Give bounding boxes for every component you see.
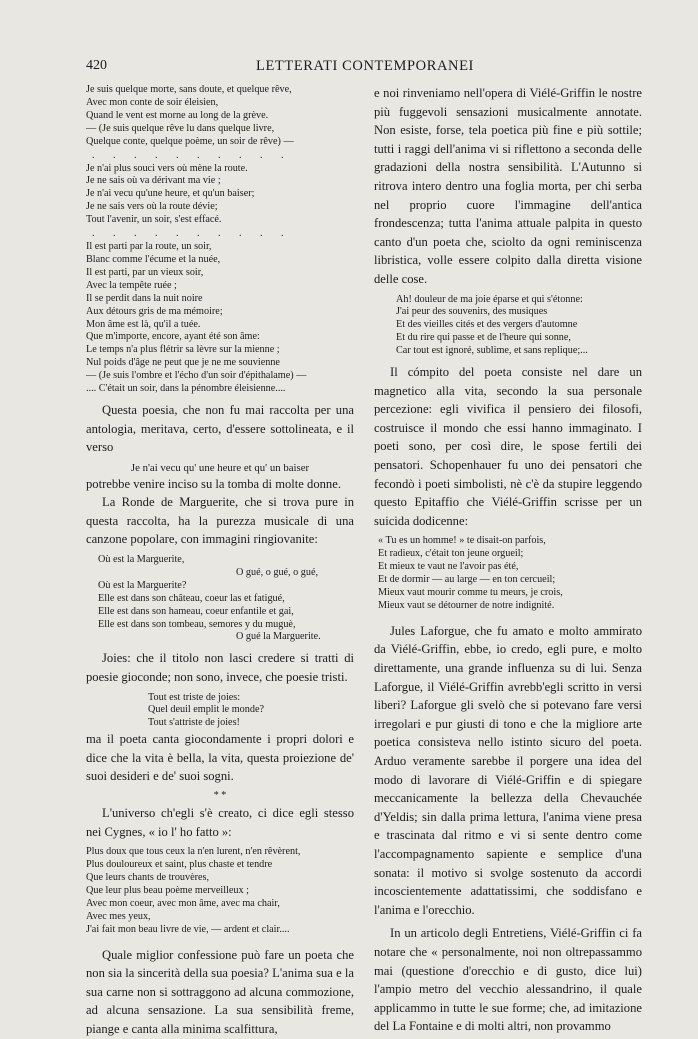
verse-line: Je n'ai vecu qu'une heure, et qu'un baiser; (86, 188, 255, 200)
ronde-poem (98, 554, 354, 644)
verse-line: Aux détours gris de ma mémoire; (86, 305, 223, 317)
verse-line: Plus douloureux et saint, plus chaste et tendre (86, 859, 273, 871)
ellipsis-dots: . . . . . . . . . . (92, 149, 292, 161)
verse-line: Tout est triste de joies: (148, 691, 241, 703)
running-title: LETTERATI CONTEMPORANEI (256, 58, 474, 74)
verse-line: Que m'importe, encore, ayant été son âme: (86, 331, 260, 343)
page-header (86, 58, 646, 78)
verse-line: Je suis quelque morte, sans doute, et quelque rêve, (86, 84, 292, 95)
verse-line: Ah! douleur de ma joie éparse et qui s'étonne: (396, 293, 583, 305)
verse-line: — (Je suis l'ombre et l'écho d'un soir d'épithalame) — (86, 370, 307, 382)
verse-line: Et du rire qui passe et de l'heure qui sonne, (396, 332, 571, 344)
section-separator: * * (213, 790, 227, 802)
paragraph: Joies: che il titolo non lasci credere si tratti di poesie gioconde; non sono, invece, che poesie tristi. (86, 651, 354, 684)
verse-line: Je ne sais vers où la route dévie; (86, 201, 218, 213)
verse-line: Mieux vaut mourir comme tu meurs, je crois, (378, 587, 563, 599)
verse-line: Quel deuil emplit le monde? (148, 704, 264, 716)
paragraph: In un articolo degli Entretiens, Viélé-Griffin ci fa notare che « personalmente, noi non oltrepassammo mai (questione d'orecchio e di gusto, dice lui) l'ampio metro del vecchio alessandrino, il quale applicammo in tutte le sue forme; che, ad imitazione del La Fontaine e di molti altri, non provammo (374, 926, 642, 1034)
ellipsis-dots: . . . . . . . . . . (92, 228, 292, 240)
paragraph: e noi rinveniamo nell'opera di Viélé-Griffin le nostre più fuggevoli sensazioni musicalmente annotate. Non esiste, forse, tela poetica più fine e più sottile; tutti i raggi dell'anima vi si riflettono a seconda delle gradazioni della nostra sensibilità. L'Autunno si ritrova intero dentro una foglia morta, per chi serba nel proprio cuore l'immagine dell'antica frondescenza; tutta l'anima attuale palpita in questo canto d'un poeta che, sciolto da ogni reminiscenza libristica, volle essere colpito dalla diretta visione delle cose. (374, 86, 642, 286)
verse-line: « Tu es un homme! » te disait-on parfois, (378, 535, 546, 547)
verse-line: Je n'ai plus souci vers où mène la route. (86, 162, 248, 174)
verse-line: Mon âme est là, qu'il a tuée. (86, 318, 201, 330)
verse-line: Où est la Marguerite, (98, 554, 185, 565)
verse-line: Mieux vaut se détourner de notre indignité. (378, 599, 555, 611)
verse-line: J'ai fait mon beau livre de vie, — ardent et clair.... (86, 923, 290, 935)
epitaffio-poem (378, 535, 642, 612)
verse-line: Nul poids d'âge ne peut que je ne me souvienne (86, 357, 280, 369)
verse-line: Et radieux, c'était ton jeune orgueil; (378, 548, 524, 560)
paragraph: La Ronde de Marguerite, che si trova pure in questa raccolta, ha la purezza musicale di una canzone popolare, con immagini ringiovanite: (86, 495, 354, 547)
page-number: 420 (86, 58, 107, 73)
verse-line: Elle est dans son tombeau, semores y du muguè, (98, 618, 296, 630)
verse-line: O gué la Marguerite. (236, 631, 321, 643)
verse-line: Plus doux que tous ceux la n'en lurent, n'en rêvèrent, (86, 846, 301, 858)
paragraph: Quale miglior confessione può fare un poeta che non sia la sincerità della sua poesia? L'anima sua e la sua carne non si sottraggono ad alcuna commozione, ad alcuna sensazione. La sua sensibilità freme, piange e canta alla minima scalfittura, (86, 947, 354, 1036)
verse-line: O gué, o gué, o gué, (236, 566, 319, 578)
verse-line: Il est parti, par un vieux soir, (86, 266, 204, 278)
verse-line: Tout l'avenir, un soir, s'est effacé. (86, 214, 222, 226)
verse-line: Elle est dans son hameau, coeur enfantile et gai, (98, 605, 294, 617)
right-column (374, 84, 642, 1036)
verse-line: Que leurs chants de trouvères, (86, 872, 210, 884)
poem-excerpt-1 (396, 294, 642, 359)
quoted-verse: Je n'ai vecu qu' une heure et qu' un baiser (130, 461, 310, 474)
verse-line: Quand le vent est morne au long de la grève. (86, 109, 269, 121)
paragraph: Il cómpito del poeta consiste nel dare un magnetico alla vita, secondo la sua personale percezione: egli vivifica il pensiero dei filosofi, costruisce il mondo che essi hanno immaginato. I poeti sono, per così dire, le spose fertili dei pensatori. Schopenhauer fu uno dei pensatori che fecondò i poeti simbolisti, nè c'è da stupire leggendo questo Epitaffio che Viélé-Griffin scrisse per un suicida dodicenne: (374, 365, 642, 528)
verse-line: Blanc comme l'écume et la nuée, (86, 253, 221, 265)
poem-stanza-1 (86, 84, 354, 149)
cygnes-poem (86, 846, 354, 936)
verse-line: J'ai peur des souvenirs, des musiques (396, 306, 548, 318)
joies-poem (148, 692, 354, 731)
verse-line: Il est parti par la route, un soir, (86, 241, 212, 253)
verse-line: Car tout est ignoré, sublime, et sans replique;... (396, 345, 588, 357)
verse-line: Il se perdit dans la nuit noire (86, 292, 203, 304)
verse-line: Avec la tempête ruée ; (86, 279, 177, 291)
left-column (86, 84, 354, 1039)
verse-line: Tout s'attriste de joies! (148, 717, 240, 729)
verse-line: Le temps n'a plus flétrir sa lèvre sur la mienne ; (86, 344, 280, 356)
verse-line: Et de dormir — au large — en ton cercueil; (378, 574, 556, 586)
paragraph: ma il poeta canta giocondamente i propri dolori e dice che la vita è bella, la vita, questa proiezione de' suoi desideri e de' suoi sogni. (86, 732, 354, 784)
verse-line: .... C'était un soir, dans la pénombre éleisienne.... (86, 383, 286, 395)
poem-stanza-3 (86, 241, 354, 396)
verse-line: Je ne sais où va dérivant ma vie ; (86, 175, 221, 187)
verse-line: Quelque conte, quelque poème, un soir de rêve) — (86, 135, 294, 147)
verse-line: Et des vieilles cités et des vergers d'automne (396, 319, 578, 331)
paragraph: Jules Laforgue, che fu amato e molto ammirato da Viélé-Griffin, ebbe, io credo, egli pure, e molto direttamente, una grande influenza su di lui. Senza Laforgue, il Viélé-Griffin avrebb'egli scritto in versi liberi? Laforgue gli svelò che si potevano fare versi irregolari e pur giusti di tono e che la migliore arte poetica consisteva nello istinto sicuro del poeta. Arduo veramente sarebbe il porgere una idea del modo di lavorare di Viélé-Griffin e di spiegare meccanicamente la bellezza della Chevauchée d'Yeldis; sin dalla prima lettura, l'anima viene presa e trascinata dal ritmo e vi si sente dentro come l'accompagnamento sapiente e semplice d'una sonata: il motivo si svolge sostenuto da accordi incoscientemente adattatissimi, che soddisfano e l'anima e l'orecchio. (374, 623, 642, 917)
verse-line: Avec mon coeur, avec mon âme, avec ma chair, (86, 897, 280, 909)
verse-line: Que leur plus beau poème merveilleux ; (86, 884, 249, 896)
verse-line: Avec mes yeux, (86, 910, 151, 922)
poem-stanza-2 (86, 163, 354, 228)
verse-line: Avec mon conte de soir éleisien, (86, 96, 219, 108)
verse-line: Elle est dans son château, coeur las et fatigué, (98, 592, 285, 604)
verse-line: — (Je suis quelque rêve lu dans quelque livre, (86, 122, 275, 134)
verse-line: Et mieux te vaut ne l'avoir pas été, (378, 561, 519, 573)
verse-line: Où est la Marguerite? (98, 579, 187, 591)
paragraph: L'universo ch'egli s'è creato, ci dice egli stesso nei Cygnes, « io l' ho fatto »: (86, 806, 354, 839)
paragraph: Questa poesia, che non fu mai raccolta per una antologia, meritava, certo, d'essere sottolineata, e il verso (86, 402, 354, 455)
paragraph: potrebbe venire inciso su la tomba di molte donne. (86, 476, 341, 491)
